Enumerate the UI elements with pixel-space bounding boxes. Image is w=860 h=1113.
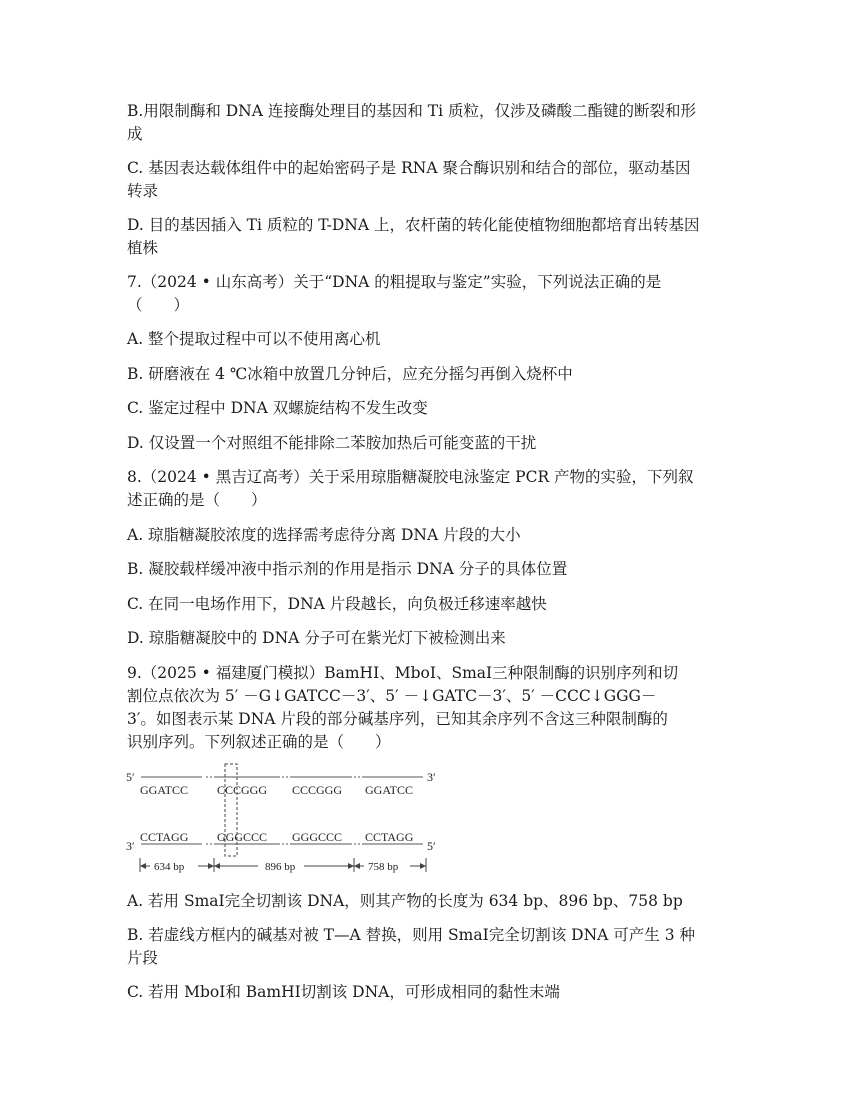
q7-option-b: B. 研磨液在 4 ℃冰箱中放置几分钟后，应充分摇匀再倒入烧杯中: [127, 365, 573, 383]
right-arrowhead: [420, 863, 426, 869]
q7-option-a: A. 整个提取过程中可以不使用离心机: [127, 330, 381, 348]
q8-option-b: B. 凝胶载样缓冲液中指示剂的作用是指示 DNA 分子的具体位置: [127, 560, 568, 578]
bottom-seq-4: CCTAGG: [365, 830, 414, 844]
q8-option-a: A. 琼脂糖凝胶浓度的选择需考虑待分离 DNA 片段的大小: [127, 526, 521, 544]
q6-option-b-line1: B.用限制酶和 DNA 连接酶处理目的基因和 Ti 质粒，仅涉及磷酸二酯键的断裂和形: [127, 102, 697, 120]
q8-stem-line2: 述正确的是（ ）: [127, 491, 267, 509]
q6-option-c-line2: 转录: [127, 182, 159, 200]
q9-option-a: A. 若用 SmaⅠ完全切割该 DNA，则其产物的长度为 634 bp、896 bp、758 bp: [127, 892, 683, 910]
left-arrowhead: [140, 863, 146, 869]
q9-option-c: C. 若用 MboⅠ和 BamHⅠ切割该 DNA，可形成相同的黏性末端: [127, 983, 560, 1001]
left-arrowhead: [354, 863, 360, 869]
q7-stem-line2: （ ）: [127, 296, 190, 314]
q7-option-d: D. 仅设置一个对照组不能排除二苯胺加热后可能变蓝的干扰: [127, 434, 537, 452]
bottom-strand-3-label: 3′: [126, 839, 135, 853]
q9-stem-line2: 割位点依次为 5′ －G↓GATCC－3′、5′ －↓GATC－3′、5′ －CCC↓GGG－: [127, 687, 657, 705]
length-label-3: 758 bp: [368, 861, 399, 873]
q9-option-b-line1: B. 若虚线方框内的碱基对被 T—A 替换，则用 SmaⅠ完全切割该 DNA 可产生 3 种: [127, 926, 695, 944]
right-arrowhead: [348, 863, 354, 869]
top-strand-5-label: 5′: [126, 770, 135, 784]
q6-option-d-line1: D. 目的基因插入 Ti 质粒的 T-DNA 上，农杆菌的转化能使植物细胞都培育出转基因: [127, 216, 700, 234]
top-seq-2: CCCGGG: [217, 783, 268, 797]
bottom-seq-1: CCTAGG: [140, 830, 189, 844]
q6-option-c-line1: C. 基因表达载体组件中的起始密码子是 RNA 聚合酶识别和结合的部位，驱动基因: [127, 159, 691, 177]
q7-stem-line1: 7.（2024 • 山东高考）关于“DNA 的粗提取与鉴定”实验，下列说法正确的是: [127, 273, 662, 291]
q9-option-b-line2: 片段: [127, 949, 159, 967]
dna-sequence-figure: [118, 758, 448, 878]
length-label-2: 896 bp: [265, 861, 296, 873]
bottom-seq-2: GGGCCC: [217, 830, 268, 844]
top-strand-3-label: 3′: [427, 770, 436, 784]
q8-option-d: D. 琼脂糖凝胶中的 DNA 分子可在紫光灯下被检测出来: [127, 629, 506, 647]
q9-stem-line4: 识别序列。下列叙述正确的是（ ）: [127, 733, 391, 751]
length-label-1: 634 bp: [154, 861, 185, 873]
q9-stem-line1: 9.（2025 • 福建厦门模拟）BamHⅠ、MboⅠ、SmaⅠ三种限制酶的识别序列和切: [127, 664, 679, 682]
q8-option-c: C. 在同一电场作用下，DNA 片段越长，向负极迁移速率越快: [127, 595, 547, 613]
bottom-seq-3: GGGCCC: [292, 830, 343, 844]
q6-option-d-line2: 植株: [127, 239, 159, 257]
bottom-strand-5-label: 5′: [427, 839, 436, 853]
q8-stem-line1: 8.（2024 • 黑吉辽高考）关于采用琼脂糖凝胶电泳鉴定 PCR 产物的实验，下列叙: [127, 468, 694, 486]
top-seq-4: GGATCC: [365, 783, 414, 797]
q7-option-c: C. 鉴定过程中 DNA 双螺旋结构不发生改变: [127, 399, 428, 417]
top-seq-1: GGATCC: [140, 783, 189, 797]
right-arrowhead: [208, 863, 214, 869]
q9-stem-line3: 3′。如图表示某 DNA 片段的部分碱基序列，已知其余序列不含这三种限制酶的: [127, 710, 668, 728]
left-arrowhead: [214, 863, 220, 869]
q6-option-b-line2: 成: [127, 125, 143, 143]
top-seq-3: CCCGGG: [292, 783, 343, 797]
